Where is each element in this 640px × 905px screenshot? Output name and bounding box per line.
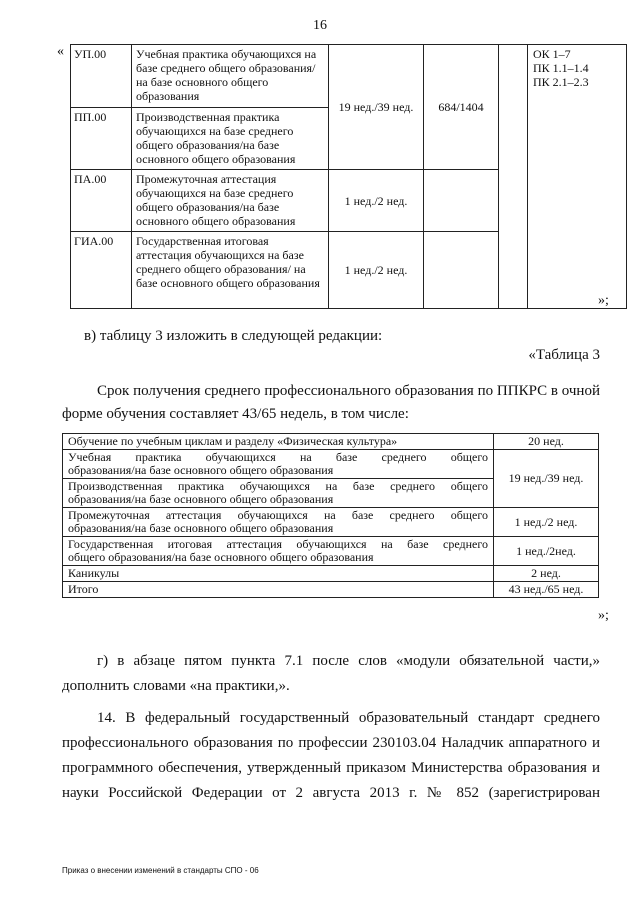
table-row (63, 582, 599, 598)
paragraph-g-line1: г) в абзаце пятом пункта 7.1 после слов «модули обязательной части,» (97, 653, 600, 669)
table1-close-mark: »; (598, 293, 609, 308)
competency-item: ОК 1–7 (533, 47, 571, 61)
duration-cell: 19 нед./39 нед. (329, 45, 424, 170)
table-row (63, 566, 599, 582)
paragraph-v: в) таблицу 3 изложить в следующей редакции: (84, 328, 383, 344)
competency-item: ПК 2.1–2.3 (533, 75, 589, 89)
description-cell: Учебная практика обучающихся на базе среднего общего образования/на базе основного общего образования (136, 47, 317, 103)
table-row (63, 434, 599, 450)
hours-cell: 684/1404 (424, 45, 499, 170)
paragraph-term-line2: форме обучения составляет 43/65 недель, в том числе: (62, 406, 409, 422)
row-value: 1 нед./2 нед. (494, 508, 599, 537)
table-row (63, 508, 599, 537)
row-label-line: образования/на базе основного общего образования (68, 463, 334, 477)
paragraph-term-line1: Срок получения среднего профессионального образования по ППКРС в очной (97, 383, 600, 399)
description-cell: Производственная практика обучающихся на базе среднего общего образования/на базе основного общего образования (132, 107, 328, 169)
row-value: 2 нед. (494, 566, 599, 582)
study-term-table (62, 433, 599, 598)
paragraph-g-line2: дополнить словами «на практики,». (62, 678, 290, 694)
paragraph-14-line2: профессионального образования по профессии 230103.04 Наладчик аппаратного и (62, 735, 600, 751)
competency-item: ПК 1.1–1.4 (533, 61, 589, 75)
hours-cell (424, 170, 499, 232)
duration-cell: 1 нед./2 нед. (329, 232, 424, 309)
row-label-line: Производственная практика обучающихся на базе среднего общего (68, 479, 488, 493)
table-row (63, 537, 599, 566)
code-cell: УП.00 (74, 47, 107, 61)
row-label: Каникулы (63, 566, 494, 582)
paragraph-14-line1: 14. В федеральный государственный образовательный стандарт среднего (97, 710, 600, 726)
table3-title: «Таблица 3 (528, 347, 600, 363)
row-label-line: общего образования/на базе основного общего образования (68, 550, 374, 564)
row-value: 20 нед. (494, 434, 599, 450)
row-label-line: Государственная итоговая аттестация обучающихся на базе среднего (68, 537, 488, 551)
paragraph-14-line4: науки Российской Федерации от 2 августа 2013 г. № 852 (зарегистрирован (62, 785, 600, 801)
paragraph-14-line3: программного обеспечения, утвержденный приказом Министерства образования и (62, 760, 600, 776)
row-label-line: образования/на базе основного общего образования (68, 521, 334, 535)
page-number: 16 (313, 18, 327, 33)
code-cell: ПА.00 (71, 170, 132, 232)
description-cell: Промежуточная аттестация обучающихся на базе среднего общего образования/на базе основного общего образования (136, 172, 296, 228)
row-label: Итого (63, 582, 494, 598)
table1-open-quote: « (57, 44, 64, 59)
table-row (71, 45, 627, 170)
duration-cell: 1 нед./2 нед. (329, 170, 424, 232)
table2-close-mark: »; (598, 608, 609, 623)
row-label-line: Промежуточная аттестация обучающихся на базе среднего общего (68, 508, 488, 522)
row-value: 1 нед./2нед. (494, 537, 599, 566)
hours-cell (424, 232, 499, 309)
description-cell: Государственная итоговая аттестация обучающихся на базе среднего общего образования/ на базе основного общего образования (136, 234, 320, 290)
footer-note: Приказ о внесении изменений в стандарты СПО - 06 (62, 866, 259, 875)
code-cell: ГИА.00 (71, 232, 132, 309)
row-value: 19 нед./39 нед. (494, 450, 599, 508)
row-label: Обучение по учебным циклам и разделу «Физическая культура» (63, 434, 494, 450)
curriculum-practice-table (70, 44, 627, 309)
row-value: 43 нед./65 нед. (494, 582, 599, 598)
table-row (63, 450, 599, 479)
competencies-cell (528, 45, 627, 309)
empty-cell (499, 45, 528, 309)
row-label-line: Учебная практика обучающихся на базе среднего общего (68, 450, 488, 464)
row-label-line: образования/на базе основного общего образования (68, 492, 334, 506)
code-cell: ПП.00 (71, 107, 131, 169)
